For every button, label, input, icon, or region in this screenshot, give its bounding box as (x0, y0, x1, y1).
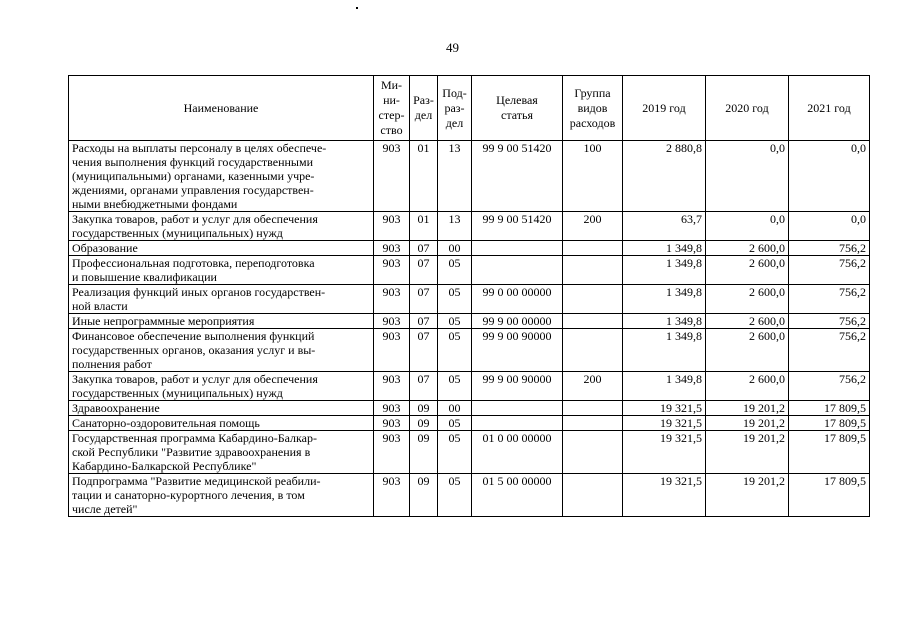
header-section: Раз- дел (410, 76, 438, 141)
table-row (69, 431, 870, 474)
cell-2019: 1 349,8 (623, 329, 706, 372)
table-row (69, 314, 870, 329)
cell-subsection: 00 (438, 241, 472, 256)
cell-2019: 1 349,8 (623, 314, 706, 329)
cell-subsection: 00 (438, 401, 472, 416)
table-row (69, 416, 870, 431)
cell-2020: 19 201,2 (706, 474, 789, 517)
cell-2021: 756,2 (789, 241, 870, 256)
cell-ministry: 903 (374, 474, 410, 517)
cell-name: Финансовое обеспечение выполнения функций государственных органов, оказания услуг и вы- полнения работ (69, 329, 374, 372)
cell-expense-group (563, 241, 623, 256)
cell-2021: 756,2 (789, 256, 870, 285)
cell-section: 09 (410, 431, 438, 474)
cell-name: Иные непрограммные мероприятия (69, 314, 374, 329)
cell-target: 99 9 00 00000 (472, 314, 563, 329)
cell-2019: 19 321,5 (623, 401, 706, 416)
header-expense-group: Группа видов расходов (563, 76, 623, 141)
cell-section: 07 (410, 329, 438, 372)
cell-subsection: 05 (438, 372, 472, 401)
cell-2019: 19 321,5 (623, 416, 706, 431)
cell-target: 01 5 00 00000 (472, 474, 563, 517)
cell-ministry: 903 (374, 285, 410, 314)
cell-target: 99 9 00 51420 (472, 141, 563, 212)
cell-2019: 1 349,8 (623, 256, 706, 285)
cell-target (472, 416, 563, 431)
cell-2021: 0,0 (789, 141, 870, 212)
header-row (69, 76, 870, 141)
cell-expense-group: 200 (563, 212, 623, 241)
cell-section: 07 (410, 256, 438, 285)
cell-2021: 17 809,5 (789, 474, 870, 517)
cell-2019: 63,7 (623, 212, 706, 241)
cell-name: Расходы на выплаты персоналу в целях обеспече- чения выполнения функций государственными (муниципальными) органами, казенными учре- ждениями, органами управления государствен- ными внебюджетными фондами (69, 141, 374, 212)
cell-section: 07 (410, 285, 438, 314)
cell-name: Государственная программа Кабардино-Балкар- ской Республики "Развитие здравоохранения в Кабардино-Балкарской Республике" (69, 431, 374, 474)
cell-2020: 19 201,2 (706, 416, 789, 431)
cell-section: 01 (410, 212, 438, 241)
cell-section: 07 (410, 372, 438, 401)
header-name: Наименование (69, 76, 374, 141)
cell-name: Санаторно-оздоровительная помощь (69, 416, 374, 431)
header-2021: 2021 год (789, 76, 870, 141)
cell-2019: 1 349,8 (623, 372, 706, 401)
cell-2021: 756,2 (789, 329, 870, 372)
scan-speck (356, 7, 358, 9)
cell-expense-group (563, 329, 623, 372)
budget-table (68, 75, 870, 517)
cell-expense-group (563, 416, 623, 431)
cell-2019: 1 349,8 (623, 285, 706, 314)
cell-expense-group (563, 401, 623, 416)
cell-ministry: 903 (374, 372, 410, 401)
cell-target (472, 241, 563, 256)
cell-2020: 2 600,0 (706, 241, 789, 256)
cell-section: 07 (410, 314, 438, 329)
cell-expense-group (563, 474, 623, 517)
cell-ministry: 903 (374, 241, 410, 256)
cell-target: 99 0 00 00000 (472, 285, 563, 314)
cell-2020: 2 600,0 (706, 285, 789, 314)
cell-name: Закупка товаров, работ и услуг для обеспечения государственных (муниципальных) нужд (69, 212, 374, 241)
cell-target: 01 0 00 00000 (472, 431, 563, 474)
cell-expense-group: 200 (563, 372, 623, 401)
cell-ministry: 903 (374, 256, 410, 285)
cell-2021: 0,0 (789, 212, 870, 241)
table-row (69, 212, 870, 241)
table-row (69, 474, 870, 517)
cell-subsection: 13 (438, 141, 472, 212)
cell-target (472, 256, 563, 285)
header-2020: 2020 год (706, 76, 789, 141)
table-row (69, 329, 870, 372)
cell-2019: 1 349,8 (623, 241, 706, 256)
cell-2021: 756,2 (789, 314, 870, 329)
header-target: Целевая статья (472, 76, 563, 141)
cell-2021: 756,2 (789, 285, 870, 314)
header-ministry: Ми- ни- стер- ство (374, 76, 410, 141)
cell-2019: 2 880,8 (623, 141, 706, 212)
cell-2021: 17 809,5 (789, 401, 870, 416)
cell-section: 09 (410, 416, 438, 431)
cell-ministry: 903 (374, 141, 410, 212)
cell-ministry: 903 (374, 401, 410, 416)
cell-subsection: 05 (438, 256, 472, 285)
cell-ministry: 903 (374, 431, 410, 474)
cell-ministry: 903 (374, 212, 410, 241)
table-row (69, 256, 870, 285)
cell-2020: 2 600,0 (706, 314, 789, 329)
cell-2019: 19 321,5 (623, 431, 706, 474)
cell-subsection: 05 (438, 474, 472, 517)
cell-2021: 17 809,5 (789, 416, 870, 431)
cell-2020: 2 600,0 (706, 372, 789, 401)
cell-ministry: 903 (374, 329, 410, 372)
cell-expense-group: 100 (563, 141, 623, 212)
table-row (69, 241, 870, 256)
cell-expense-group (563, 314, 623, 329)
cell-target: 99 9 00 90000 (472, 329, 563, 372)
cell-section: 09 (410, 401, 438, 416)
cell-subsection: 13 (438, 212, 472, 241)
cell-subsection: 05 (438, 329, 472, 372)
cell-2019: 19 321,5 (623, 474, 706, 517)
cell-ministry: 903 (374, 416, 410, 431)
cell-subsection: 05 (438, 285, 472, 314)
cell-name: Реализация функций иных органов государствен- ной власти (69, 285, 374, 314)
cell-name: Закупка товаров, работ и услуг для обеспечения государственных (муниципальных) нужд (69, 372, 374, 401)
cell-subsection: 05 (438, 431, 472, 474)
table-row (69, 372, 870, 401)
cell-name: Подпрограмма "Развитие медицинской реабили- тации и санаторно-курортного лечения, в том числе детей" (69, 474, 374, 517)
table-row (69, 401, 870, 416)
cell-section: 07 (410, 241, 438, 256)
cell-target: 99 9 00 90000 (472, 372, 563, 401)
cell-subsection: 05 (438, 314, 472, 329)
cell-name: Профессиональная подготовка, переподготовка и повышение квалификации (69, 256, 374, 285)
table-body (69, 141, 870, 517)
cell-expense-group (563, 256, 623, 285)
cell-2020: 2 600,0 (706, 329, 789, 372)
cell-expense-group (563, 431, 623, 474)
cell-ministry: 903 (374, 314, 410, 329)
cell-name: Здравоохранение (69, 401, 374, 416)
cell-2020: 2 600,0 (706, 256, 789, 285)
cell-subsection: 05 (438, 416, 472, 431)
cell-section: 01 (410, 141, 438, 212)
cell-2020: 0,0 (706, 212, 789, 241)
page-number: 49 (446, 40, 459, 55)
cell-2020: 19 201,2 (706, 401, 789, 416)
cell-section: 09 (410, 474, 438, 517)
cell-target: 99 9 00 51420 (472, 212, 563, 241)
cell-target (472, 401, 563, 416)
table-row (69, 285, 870, 314)
cell-expense-group (563, 285, 623, 314)
cell-name: Образование (69, 241, 374, 256)
table-row (69, 141, 870, 212)
cell-2020: 19 201,2 (706, 431, 789, 474)
header-subsection: Под- раз- дел (438, 76, 472, 141)
header-2019: 2019 год (623, 76, 706, 141)
cell-2021: 756,2 (789, 372, 870, 401)
cell-2020: 0,0 (706, 141, 789, 212)
cell-2021: 17 809,5 (789, 431, 870, 474)
